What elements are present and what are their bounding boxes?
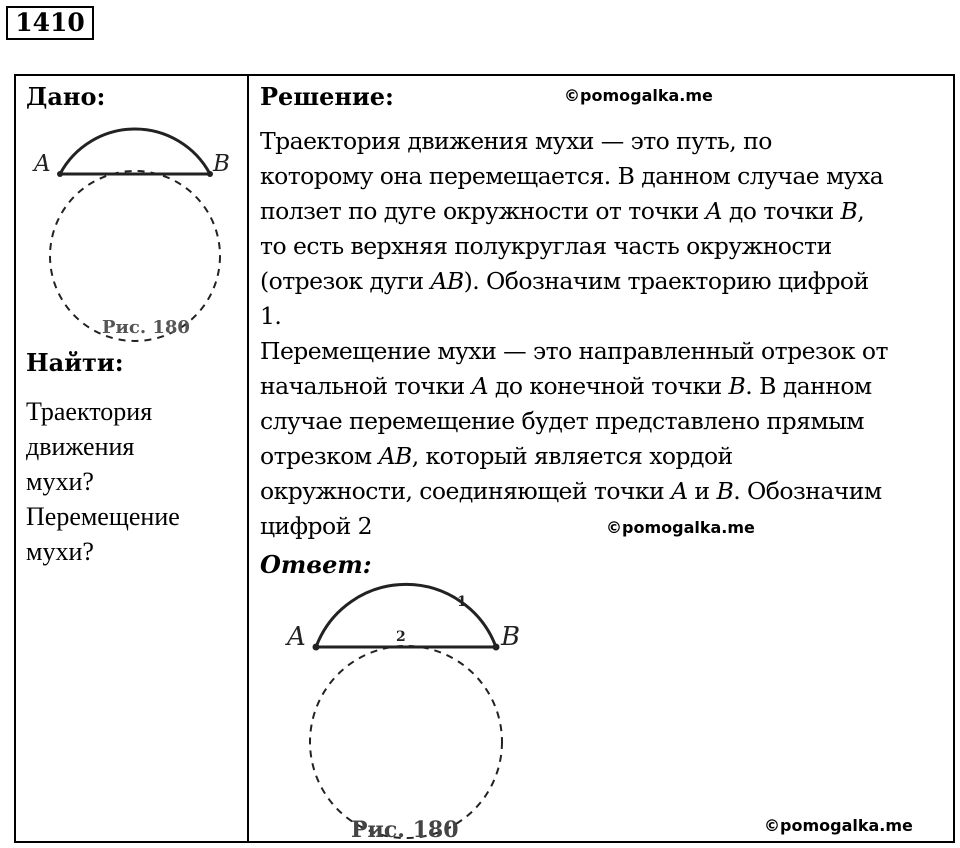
circle-outline — [50, 171, 220, 341]
solution-heading: Решение: — [260, 82, 394, 111]
find-line: мухи? — [26, 467, 94, 496]
find-line: Траектория — [26, 397, 153, 426]
find-line: движения — [26, 432, 135, 461]
find-line: мухи? — [26, 537, 94, 566]
point-a-label: A — [287, 622, 306, 652]
point-b-label: B — [501, 622, 521, 652]
problem-table — [14, 74, 955, 843]
left-column — [16, 76, 247, 841]
arc-label: 1 — [457, 594, 467, 610]
solution-line: Траектория движения мухи — это путь, по — [260, 127, 772, 155]
solution-line: то есть верхняя полукруглая часть окружности — [260, 232, 832, 260]
find-line: Перемещение — [26, 502, 180, 531]
solution-line: начальной точки A до конечной точки B. В данном — [260, 372, 872, 400]
given-heading: Дано: — [26, 82, 106, 111]
solution-line: случае перемещение будет представлено прямым — [260, 407, 865, 435]
find-heading: Найти: — [26, 348, 124, 377]
point-a-label: A — [34, 151, 51, 177]
solution-line: которому она перемещается. В данном случае муха — [260, 162, 884, 190]
arc-ab — [60, 129, 210, 174]
point-a-dot — [313, 644, 320, 651]
point-b-dot — [493, 644, 500, 651]
watermark: ©pomogalka.me — [606, 518, 755, 537]
solution-line: (отрезок дуги AB). Обозначим траекторию цифрой — [260, 267, 869, 295]
arc-ab — [316, 584, 496, 647]
watermark: ©pomogalka.me — [564, 86, 713, 105]
solution-text — [260, 124, 952, 544]
chord-label: 2 — [396, 629, 406, 645]
solution-line: окружности, соединяющей точки A и B. Обозначим — [260, 477, 882, 505]
solution-line: Перемещение мухи — это направленный отрезок от — [260, 337, 888, 365]
solution-line: отрезком AB, который является хордой — [260, 442, 733, 470]
circle-outline — [310, 646, 502, 838]
answer-figure — [269, 581, 521, 843]
solution-line: цифрой 2 — [260, 512, 373, 540]
figure-caption: Рис. 180 — [102, 317, 190, 338]
point-b-label: B — [213, 151, 230, 177]
solution-line: 1. — [260, 302, 282, 330]
watermark: ©pomogalka.me — [764, 816, 913, 835]
find-text — [26, 394, 241, 569]
point-a-dot — [57, 171, 63, 177]
problem-number: 1410 — [6, 6, 94, 40]
right-column — [249, 76, 955, 841]
solution-line: ползет по дуге окружности от точки A до точки B, — [260, 197, 865, 225]
given-figure — [30, 126, 240, 341]
figure-caption: Рис. 180 — [351, 817, 459, 843]
answer-heading: Ответ: — [260, 550, 372, 579]
